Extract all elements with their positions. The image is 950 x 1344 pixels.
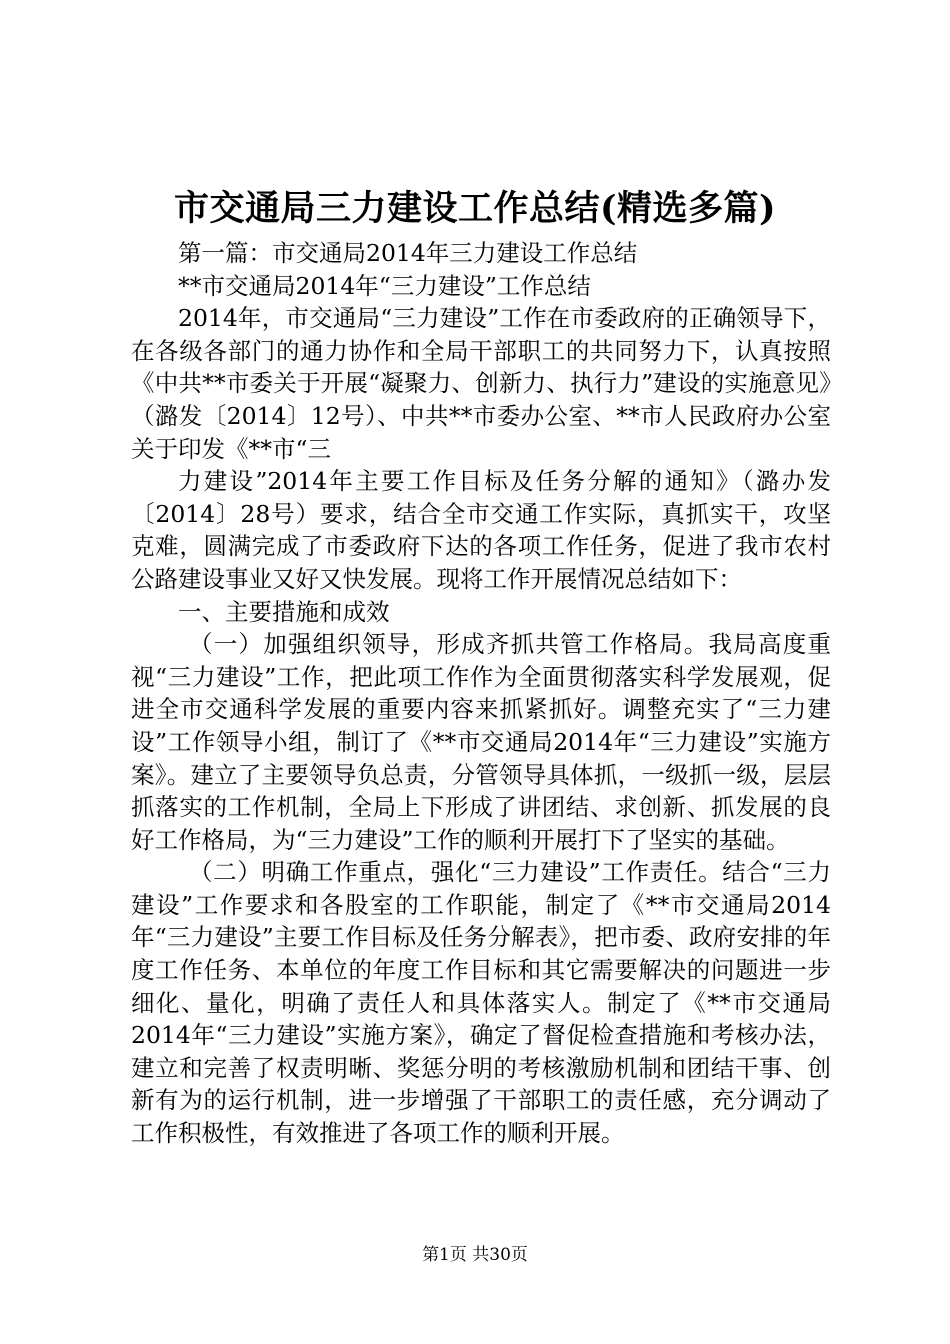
body-paragraph: （一）加强组织领导，形成齐抓共管工作格局。我局高度重视“三力建设”工作，把此项工作作为全面贯彻落实科学发展观，促进全市交通科学发展的重要内容来抓紧抓好。调整充实了“三力建设”工作领导小组，制订了《**市交通局2014年“三力建设”实施方案》。建立了主要领导负总责，分管领导具体抓，一级抓一级，层层抓落实的工作机制，全局上下形成了讲团结、求创新、抓发展的良好工作格局，为“三力建设”工作的顺利开展打下了坚实的基础。 [131, 630, 831, 854]
report-title: **市交通局2014年“三力建设”工作总结 [178, 271, 591, 300]
document-body [131, 237, 831, 1150]
subheading: 一、主要措施和成效 [178, 597, 390, 626]
page-number-footer: 第1页 共30页 [422, 1245, 528, 1265]
body-paragraph: （二）明确工作重点，强化“三力建设”工作责任。结合“三力建设”工作要求和各股室的工作职能，制定了《**市交通局2014年“三力建设”主要工作目标及任务分解表》，把市委、政府安排的年度工作任务、本单位的年度工作目标和其它需要解决的问题进一步细化、量化，明确了责任人和具体落实人。制定了《**市交通局2014年“三力建设”实施方案》，确定了督促检查措施和考核办法，建立和完善了权责明晰、奖惩分明的考核激励机制和团结干事、创新有为的运行机制，进一步增强了干部职工的责任感，充分调动了工作积极性，有效推进了各项工作的顺利开展。 [131, 858, 831, 1148]
body-paragraph: 力建设”2014年主要工作目标及任务分解的通知》（潞办发〔2014〕28号）要求，结合全市交通工作实际，真抓实干，攻坚克难，圆满完成了市委政府下达的各项工作任务，促进了我市农村公路建设事业又好又快发展。现将工作开展情况总结如下： [131, 467, 831, 593]
section-heading: 第一篇：市交通局2014年三力建设工作总结 [178, 239, 638, 267]
body-paragraph: 2014年，市交通局“三力建设”工作在市委政府的正确领导下，在各级各部门的通力协作和全局干部职工的共同努力下，认真按照《中共**市委关于开展“凝聚力、创新力、执行力”建设的实施意见》（潞发〔2014〕12号）、中共**市委办公室、**市人民政府办公室关于印发《**市“三 [131, 304, 831, 463]
document-title: 市交通局三力建设工作总结(精选多篇) [173, 188, 777, 229]
